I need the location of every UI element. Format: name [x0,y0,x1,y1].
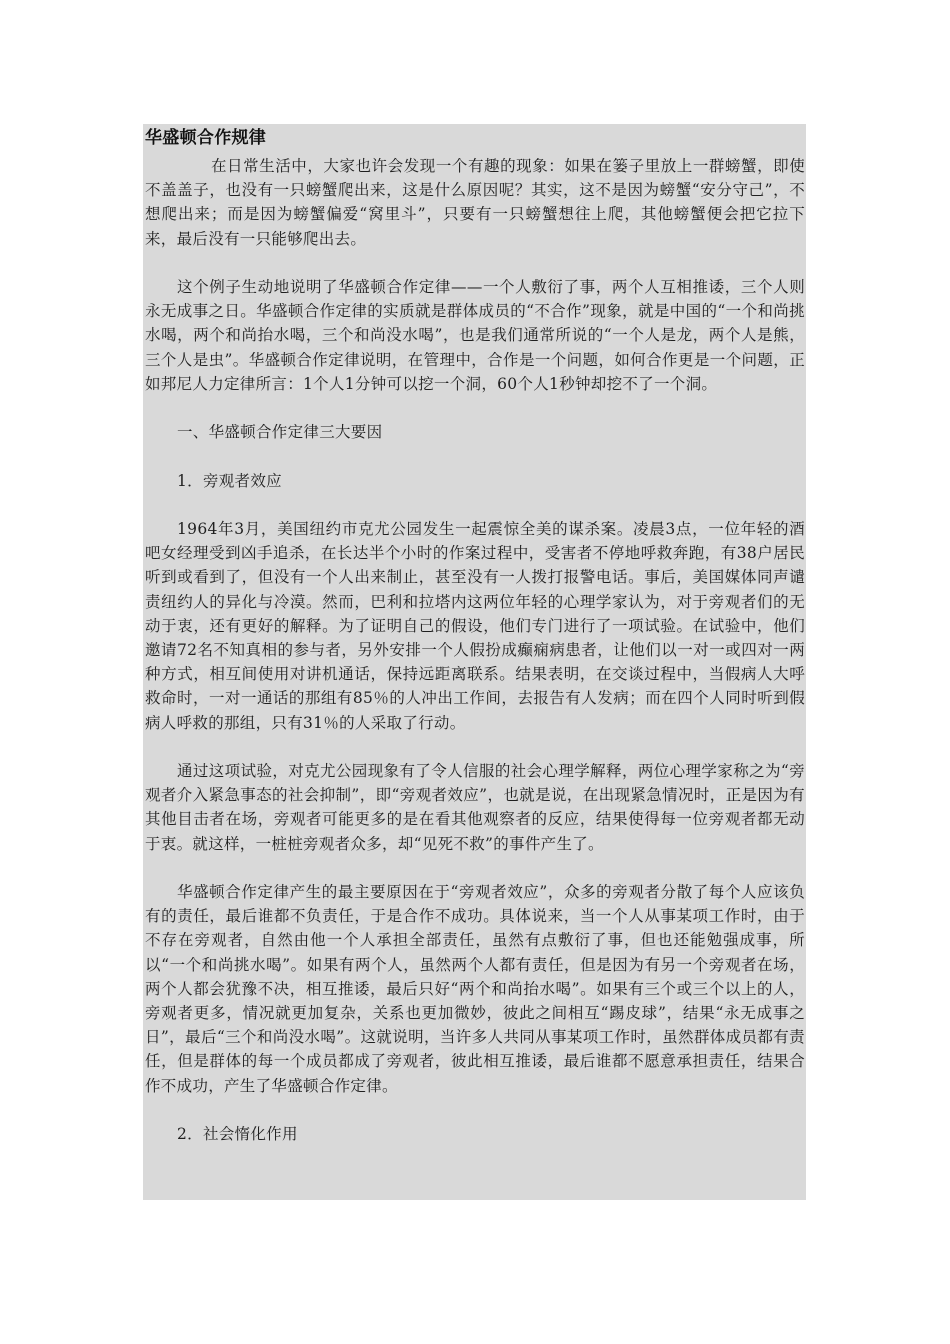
paragraph-intro: 在日常生活中，大家也许会发现一个有趣的现象：如果在篓子里放上一群螃蟹，即使不盖盖子，也没有一只螃蟹爬出来，这是什么原因呢？其实，这不是因为螃蟹“安分守己”，不想爬出来；而是因为螃蟹偏爱“窝里斗”，只要有一只螃蟹想往上爬，其他螃蟹便会把它拉下来，最后没有一只能够爬出去。 [145,157,805,248]
document-title: 华盛顿合作规律 [145,128,267,148]
paragraph-main-cause: 华盛顿合作定律产生的最主要原因在于“旁观者效应”，众多的旁观者分散了每个人应该负有的责任，最后谁都不负责任，于是合作不成功。具体说来，当一个人从事某项工作时，由于不存在旁观者，自然由他一个人承担全部责任，虽然有点敷衍了事，但也还能勉强成事，所以“一个和尚挑水喝”。如果有两个人，虽然两个人都有责任，但是因为有另一个旁观者在场，两个人都会犹豫不决，相互推诿，最后只好“两个和尚抬水喝”。如果有三个或三个以上的人，旁观者更多，情况就更加复杂，关系也更加微妙，彼此之间相互“踢皮球”，结果“永无成事之日”，最后“三个和尚没水喝”。这就说明，当许多人共同从事某项工作时，虽然群体成员都有责任，但是群体的每一个成员都成了旁观者，彼此相互推诿，最后谁都不愿意承担责任，结果合作不成功，产生了华盛顿合作定律。 [145,883,805,1095]
subsection-heading-1: 1．旁观者效应 [177,471,282,490]
subsection-heading-2: 2．社会惰化作用 [177,1125,298,1144]
document-body [145,127,805,1146]
section-heading-1: 一、华盛顿合作定律三大要因 [177,423,383,442]
paragraph-experiment-explanation: 通过这项试验，对克尤公园现象有了令人信服的社会心理学解释，两位心理学家称之为“旁观者介入紧急事态的社会抑制”，即“旁观者效应”，也就是说，在出现紧急情况时，正是因为有其他目击者在场，旁观者可能更多的是在看其他观察者的反应，结果使得每一位旁观者都无动于衷。就这样，一桩桩旁观者众多，却“见死不救”的事件产生了。 [145,762,805,853]
paragraph-definition: 这个例子生动地说明了华盛顿合作定律——一个人敷衍了事，两个人互相推诿，三个人则永无成事之日。华盛顿合作定律的实质就是群体成员的“不合作”现象，就是中国的“一个和尚挑水喝，两个和尚抬水喝，三个和尚没水喝”，也是我们通常所说的“一个人是龙，两个人是熊，三个人是虫”。华盛顿合作定律说明，在管理中，合作是一个问题，如何合作更是一个问题，正如邦尼人力定律所言：1个人1分钟可以挖一个洞，60个人1秒钟却挖不了一个洞。 [145,278,805,393]
paragraph-case-1964: 1964年3月，美国纽约市克尤公园发生一起震惊全美的谋杀案。凌晨3点，一位年轻的酒吧女经理受到凶手追杀，在长达半个小时的作案过程中，受害者不停地呼救奔跑，有38户居民听到或看到了，但没有一个人出来制止，甚至没有一人拨打报警电话。事后，美国媒体同声谴责纽约人的异化与冷漠。然而，巴利和拉塔内这两位年轻的心理学家认为，对于旁观者们的无动于衷，还有更好的解释。为了证明自己的假设，他们专门进行了一项试验。在试验中，他们邀请72名不知真相的参与者，另外安排一个人假扮成癫痫病患者，让他们以一对一或四对一两种方式，相互间使用对讲机通话，保持远距离联系。结果表明，在交谈过程中，当假病人大呼救命时，一对一通话的那组有85％的人冲出工作间，去报告有人发病；而在四个人同时听到假病人呼救的那组，只有31％的人采取了行动。 [145,519,805,732]
